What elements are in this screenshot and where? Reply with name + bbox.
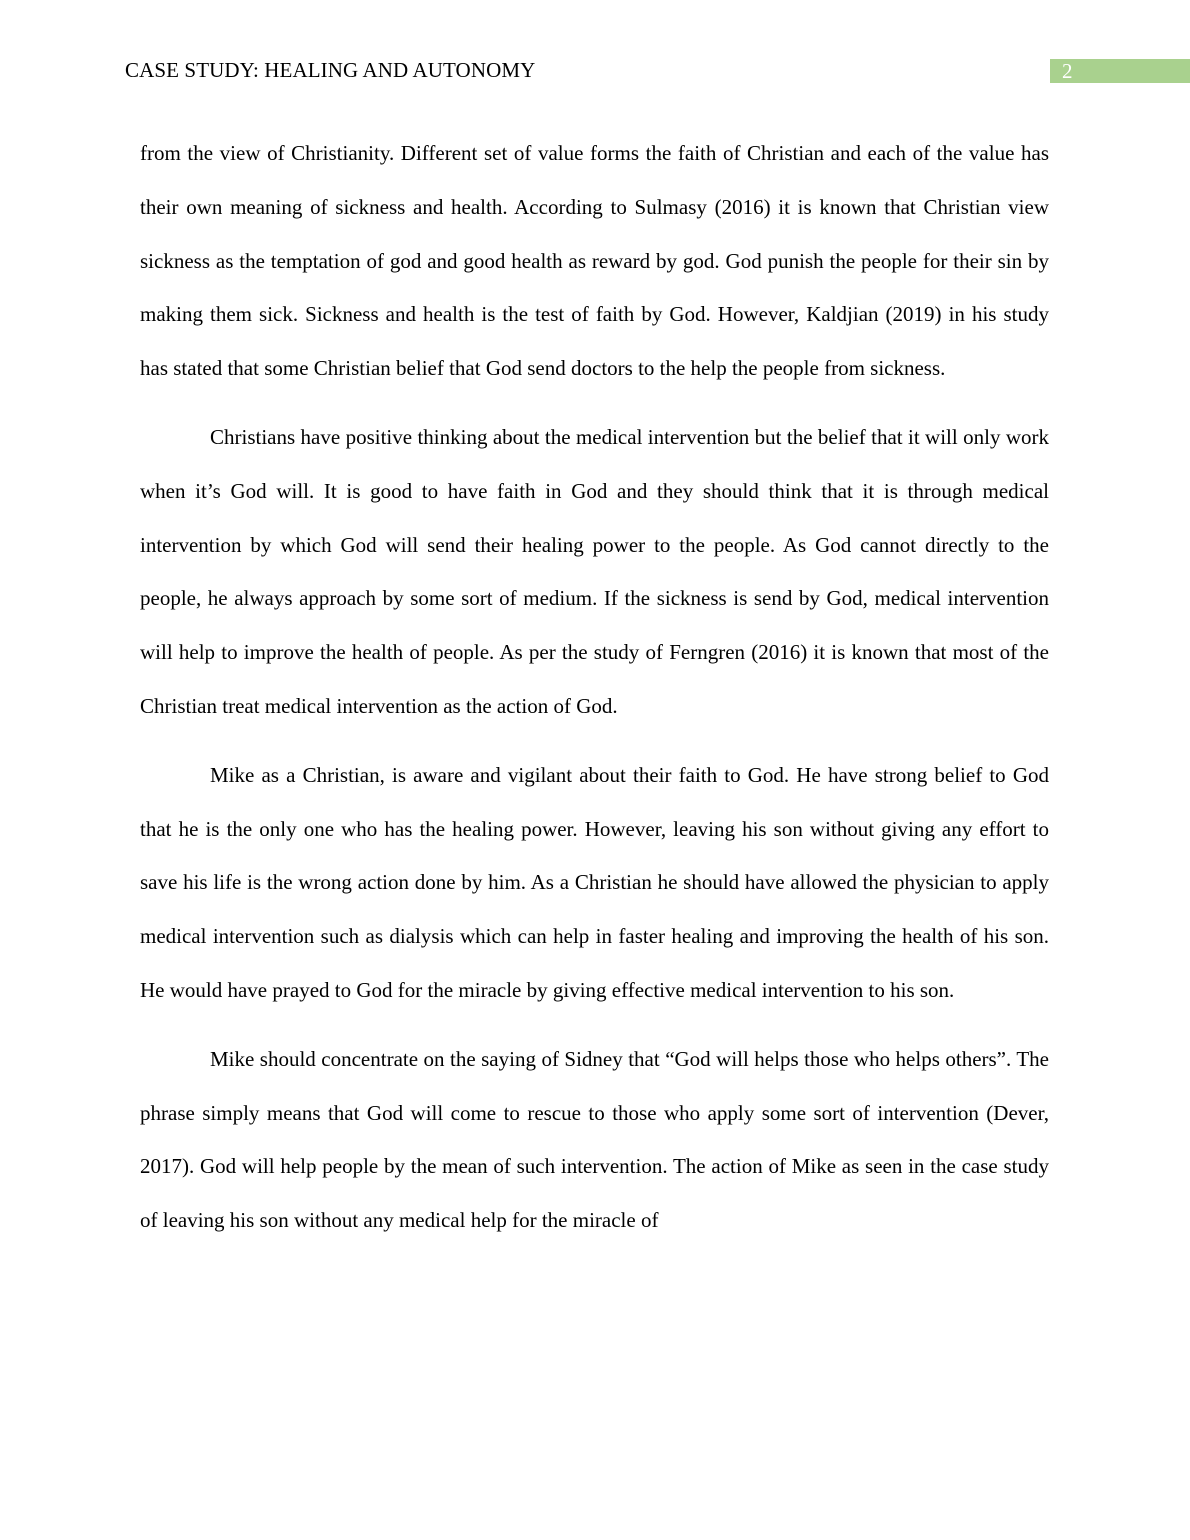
paragraph-sidney-saying: Mike should concentrate on the saying of Sidney that “God will helps those who helps others”. The phrase simply means that God will come to rescue to those who apply some sort of intervention (Dever, 2017). God will help people by the mean of such intervention. The action of Mike as seen in the case study of leaving his son without any medical help for the miracle of bbox=[140, 1046, 1049, 1233]
paragraph-mike-faith: Mike as a Christian, is aware and vigilant about their faith to God. He have strong belief to God that he is the only one who has the healing power. However, leaving his son without giving any effort to save his life is the wrong action done by him. As a Christian he should have allowed the physician to apply medical intervention such as dialysis which can help in faster healing and improving the health of his son. He would have prayed to God for the miracle by giving effective medical intervention to his son. bbox=[140, 762, 1049, 1002]
document-body bbox=[140, 127, 1049, 1263]
paragraph-medical-intervention: Christians have positive thinking about the medical intervention but the belief that it will only work when it’s God will. It is good to have faith in God and they should think that it is through medical intervention by which God will send their healing power to the people. As God cannot directly to the people, he always approach by some sort of medium. If the sickness is send by God, medical intervention will help to improve the health of people. As per the study of Ferngren (2016) it is known that most of the Christian treat medical intervention as the action of God. bbox=[140, 424, 1049, 718]
paragraph-continuation: from the view of Christianity. Different set of value forms the faith of Christian and each of the value has their own meaning of sickness and health. According to Sulmasy (2016) it is known that Christian view sickness as the temptation of god and good health as reward by god. God punish the people for their sin by making them sick. Sickness and health is the test of faith by God. However, Kaldjian (2019) in his study has stated that some Christian belief that God send doctors to the help the people from sickness. bbox=[140, 141, 1049, 381]
page-number-bar bbox=[1050, 59, 1190, 83]
running-head: CASE STUDY: HEALING AND AUTONOMY bbox=[125, 58, 536, 82]
page-number: 2 bbox=[1062, 59, 1073, 83]
